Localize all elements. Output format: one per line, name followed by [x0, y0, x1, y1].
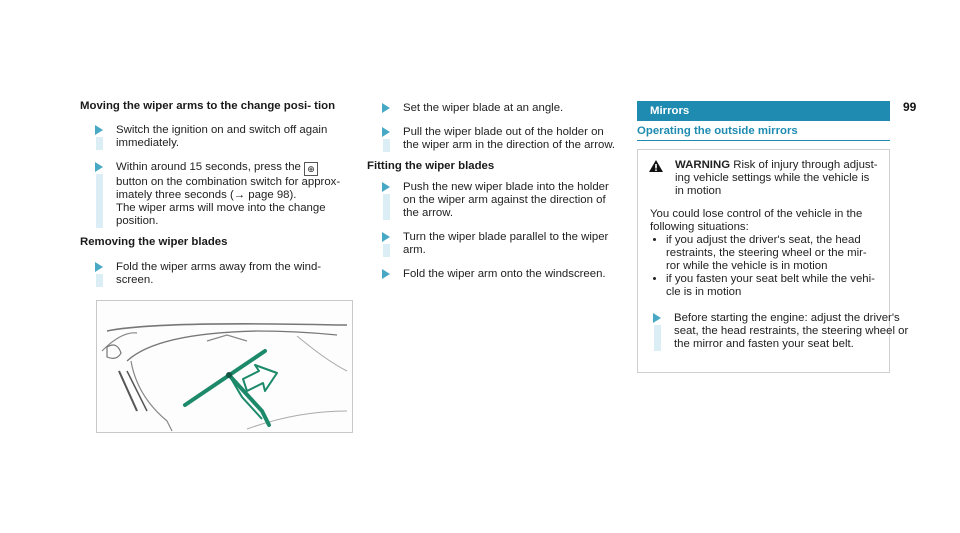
column-1	[80, 100, 350, 287]
warning-triangle-icon	[648, 159, 664, 178]
step-turn-blade: Turn the wiper blade parallel to the wiper arm.	[367, 231, 621, 257]
step-switch-ignition: Switch the ignition on and switch off again immediately.	[80, 124, 350, 150]
warning-label: WARNING	[675, 159, 731, 171]
warning-body: You could lose control of the vehicle in the following situations: • if you adjust the driver's seat, the head restraints, the steering wheel or the mir- ror while the vehicle is in motion • if you fasten your seat belt while the vehi- cle is in motion	[650, 208, 882, 299]
wiper-button-icon: ⊕	[304, 162, 318, 176]
step-set-angle: Set the wiper blade at an angle.	[367, 102, 621, 115]
list-item: • if you fasten your seat belt while the vehi- cle is in motion	[666, 273, 882, 299]
list-item: • if you adjust the driver's seat, the head restraints, the steering wheel or the mir- ror while the vehicle is in motion	[666, 234, 882, 273]
subheading-outside-mirrors: Operating the outside mirrors	[637, 125, 890, 141]
warning-title: WARNING Risk of injury through adjust- ing vehicle settings while the vehicle is in motion	[675, 159, 878, 197]
step-fold-arms: Fold the wiper arms away from the wind- screen.	[80, 261, 350, 287]
step-arrow-icon	[382, 127, 390, 137]
step-pull-blade: Pull the wiper blade out of the holder on the wiper arm in the direction of the arrow.	[367, 126, 621, 152]
step-arrow-icon	[95, 162, 103, 172]
heading-removing: Removing the wiper blades	[80, 236, 228, 248]
wiper-illustration	[96, 300, 353, 433]
step-push-blade: Push the new wiper blade into the holder on the wiper arm against the direction of the arrow.	[367, 181, 621, 220]
heading-fitting: Fitting the wiper blades	[367, 160, 495, 172]
column-2	[367, 100, 621, 281]
step-fold-arm: Fold the wiper arm onto the windscreen.	[367, 268, 621, 281]
heading-change-position: Moving the wiper arms to the change posi- tion	[80, 100, 336, 112]
step-arrow-icon	[382, 103, 390, 113]
step-arrow-icon	[382, 269, 390, 279]
step-arrow-icon	[95, 125, 103, 135]
warning-list	[650, 234, 882, 299]
page-number: 99	[903, 100, 917, 114]
step-arrow-icon	[382, 182, 390, 192]
step-before-starting: Before starting the engine: adjust the driver's seat, the head restraints, the steering wheel or the mirror and fasten your seat belt.	[638, 312, 914, 351]
step-arrow-icon	[382, 232, 390, 242]
step-press-button: Within around 15 seconds, press the ⊕ button on the combination switch for approx- imately three seconds (→ page 98). The wiper arms will move into the change position.	[80, 161, 350, 228]
step-arrow-icon	[653, 313, 661, 323]
section-bar-mirrors: Mirrors	[637, 101, 890, 121]
warning-box	[637, 149, 909, 373]
step-arrow-icon	[95, 262, 103, 272]
